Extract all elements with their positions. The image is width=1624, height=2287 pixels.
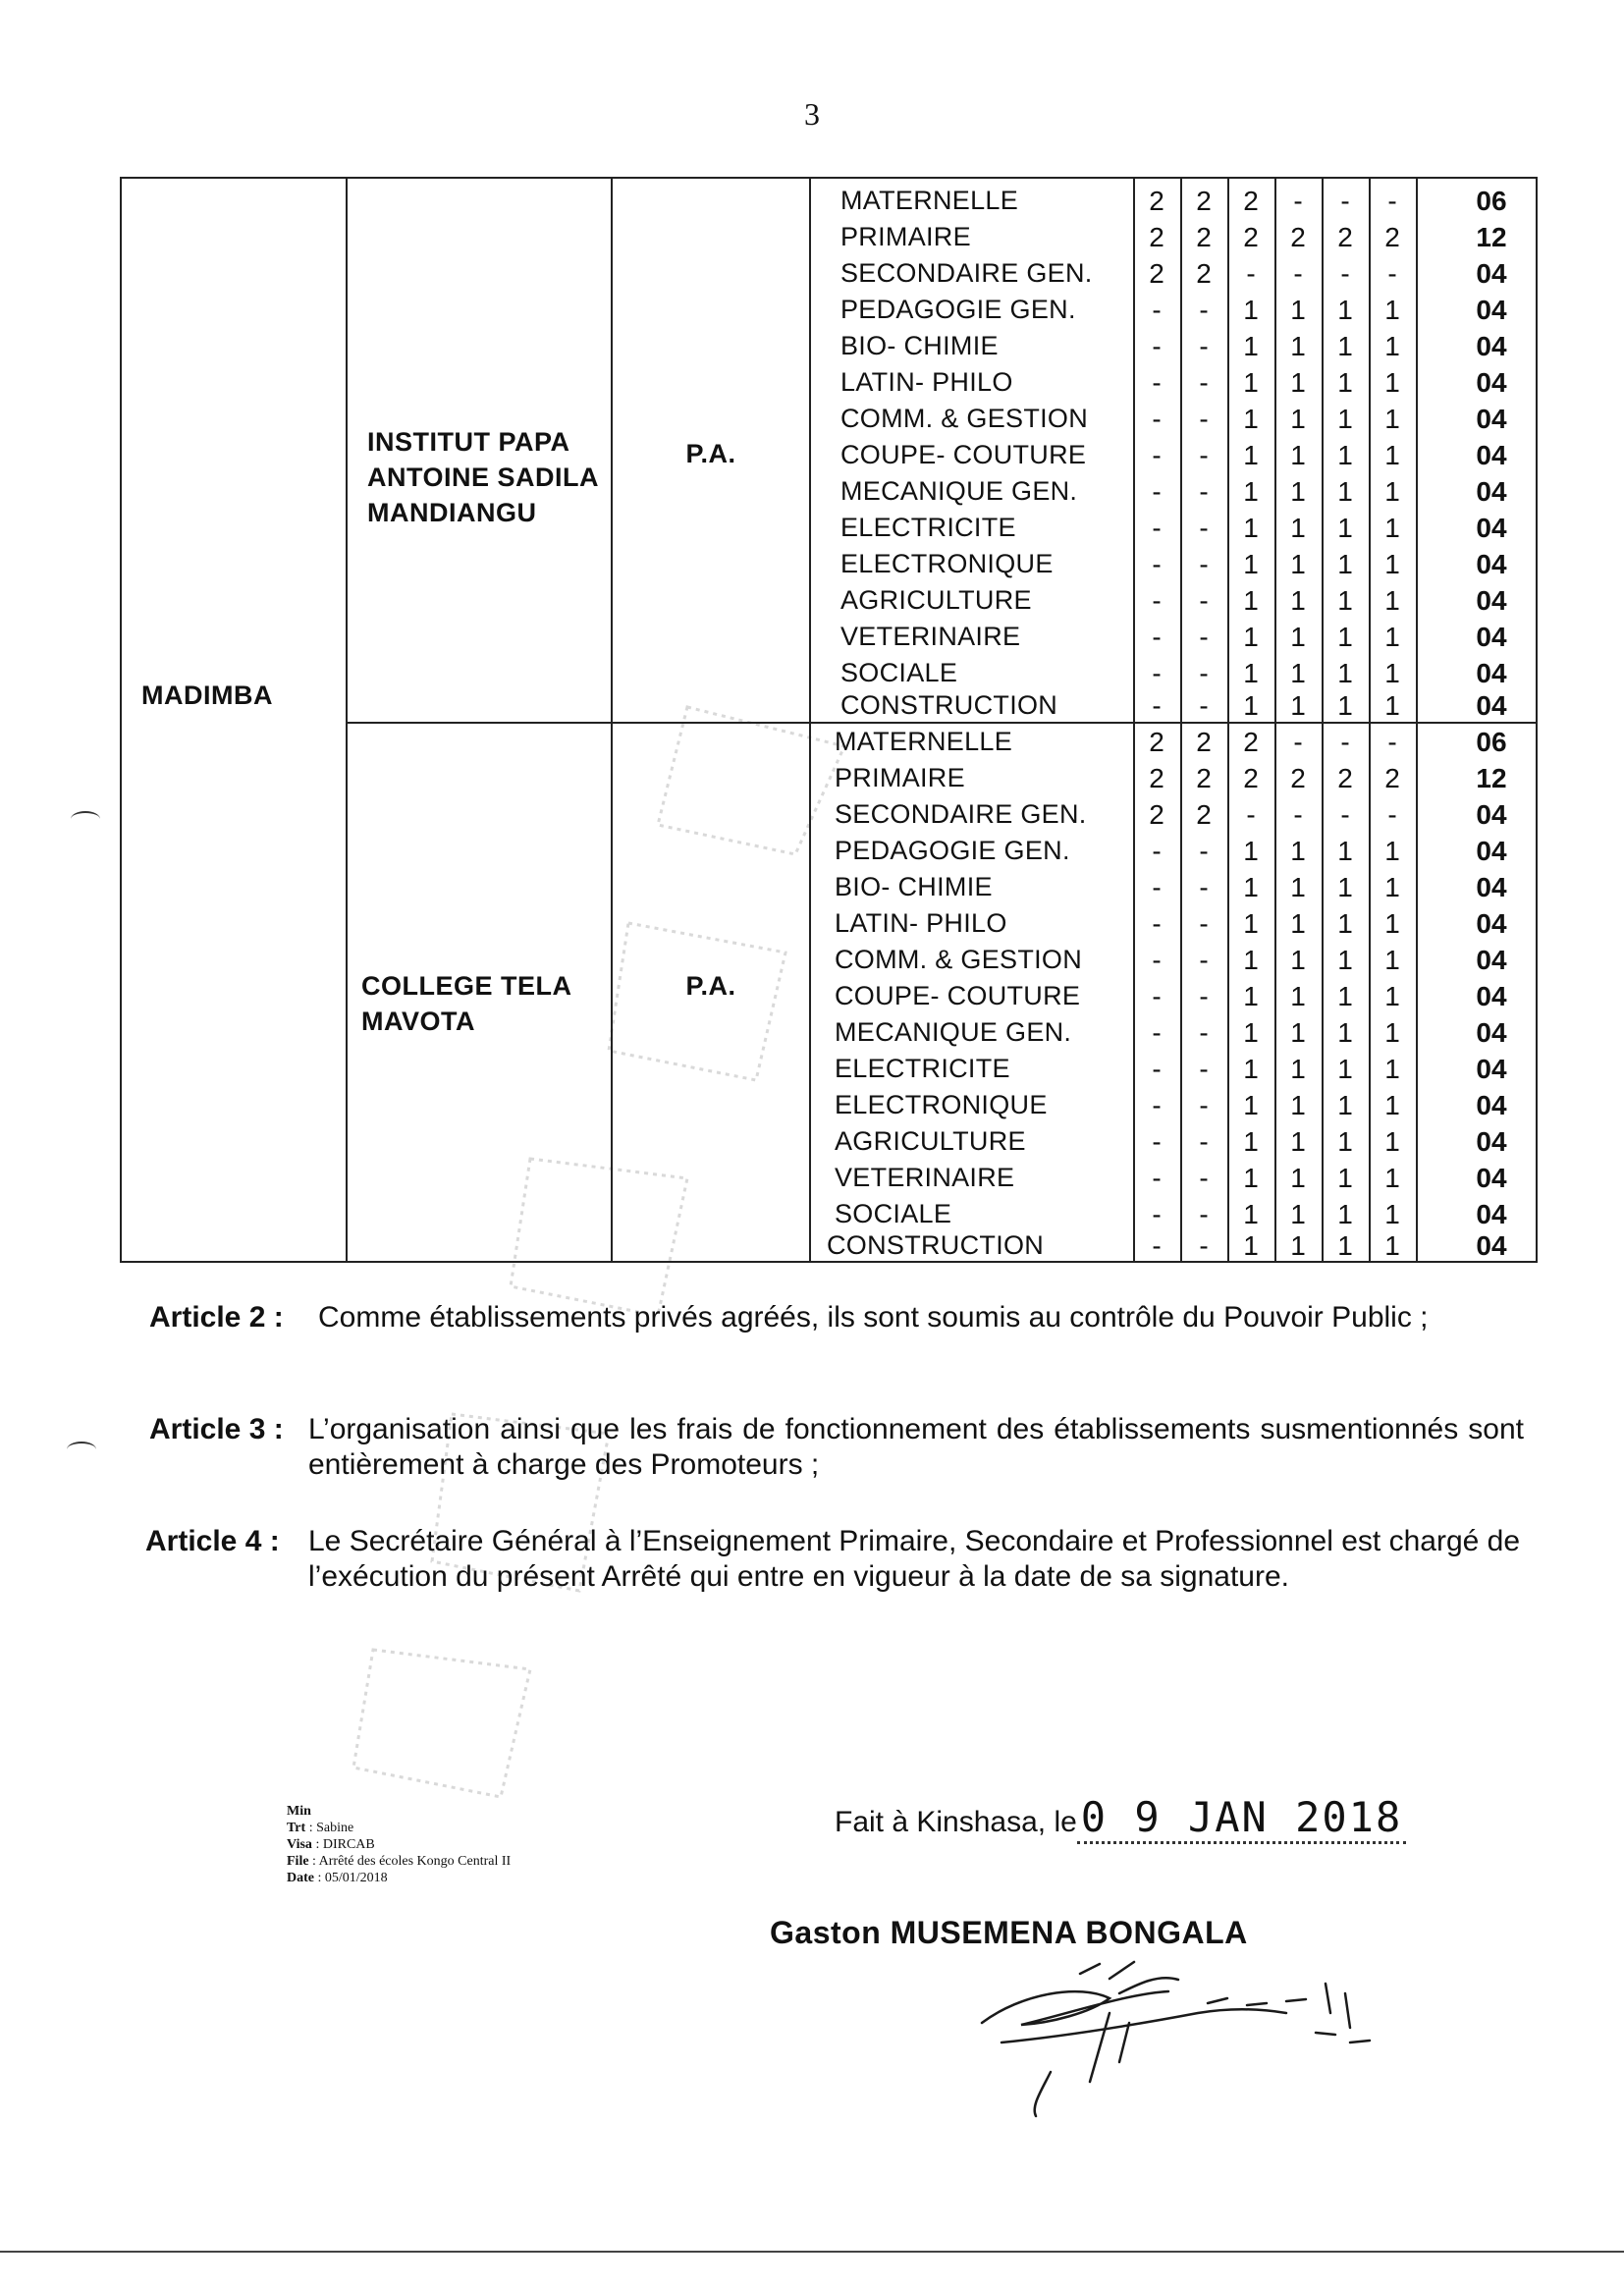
article-text: Comme établissements privés agréés, ils sont soumis au contrôle du Pouvoir Public ; bbox=[318, 1301, 1429, 1334]
page-number: 3 bbox=[804, 96, 820, 132]
margin-mark bbox=[67, 1442, 96, 1457]
table-row: PEDAGOGIE GEN. - - 1 1 1 1 04 bbox=[840, 295, 1507, 325]
table-row: LATIN- PHILO - - 1 1 1 1 04 bbox=[840, 367, 1507, 398]
table-row: MATERNELLE 2 2 2 - - - 06 bbox=[835, 727, 1507, 757]
table-row: COUPE- COUTURE - - 1 1 1 1 04 bbox=[840, 440, 1507, 470]
article-text: L’organisation ainsi que les frais de fonctionnement des établissements susmentionnés sont entièrement à charge des Promoteurs ; bbox=[308, 1413, 1524, 1481]
article-label: Article 3 : bbox=[149, 1413, 284, 1445]
signatory-name: Gaston MUSEMENA BONGALA bbox=[770, 1915, 1248, 1950]
table-row: AGRICULTURE - - 1 1 1 1 04 bbox=[840, 585, 1507, 616]
reference-block bbox=[287, 1803, 511, 1886]
schools-table bbox=[120, 177, 1538, 1263]
table-row: LATIN- PHILO - - 1 1 1 1 04 bbox=[835, 908, 1507, 939]
table-row: BIO- CHIMIE - - 1 1 1 1 04 bbox=[835, 872, 1507, 902]
article-label: Article 4 : bbox=[145, 1525, 280, 1557]
table-row: VETERINAIRE - - 1 1 1 1 04 bbox=[835, 1163, 1507, 1193]
table-row: ELECTRONIQUE - - 1 1 1 1 04 bbox=[840, 549, 1507, 579]
table-row: PRIMAIRE 2 2 2 2 2 2 12 bbox=[835, 763, 1507, 793]
table-row: PRIMAIRE 2 2 2 2 2 2 12 bbox=[840, 222, 1507, 252]
date-stamp: 0 9 JAN 2018 bbox=[1077, 1793, 1406, 1844]
table-row: COMM. & GESTION - - 1 1 1 1 04 bbox=[840, 404, 1507, 434]
table-row: SECONDAIRE GEN. 2 2 - - - - 04 bbox=[835, 799, 1507, 830]
reference-line: File : Arrêté des écoles Kongo Central II bbox=[287, 1854, 512, 1869]
reference-line: Date : 05/01/2018 bbox=[287, 1871, 388, 1885]
article-label: Article 2 : bbox=[149, 1301, 284, 1334]
table-row: ELECTRICITE - - 1 1 1 1 04 bbox=[840, 513, 1507, 543]
page-bottom-rule bbox=[0, 2251, 1624, 2253]
school-status: P.A. bbox=[685, 439, 736, 468]
reference-line: Trt : Sabine bbox=[287, 1821, 354, 1835]
table-row: VETERINAIRE - - 1 1 1 1 04 bbox=[840, 622, 1507, 652]
handwritten-signature bbox=[962, 1954, 1404, 2131]
reference-line: Min bbox=[287, 1804, 311, 1819]
place-text: Fait à Kinshasa, le bbox=[835, 1806, 1077, 1838]
table-row: CONSTRUCTION - - 1 1 1 1 04 bbox=[827, 1230, 1507, 1261]
table-row: PEDAGOGIE GEN. - - 1 1 1 1 04 bbox=[835, 836, 1507, 866]
school-status: P.A. bbox=[685, 971, 736, 1001]
article-text: Le Secrétaire Général à l’Enseignement Primaire, Secondaire et Professionnel est chargé de l’exécution du présent Arrêté qui entre en vigueur à la date de sa signature. bbox=[308, 1525, 1521, 1593]
place-and-date bbox=[835, 1793, 1406, 1841]
table-row: SECONDAIRE GEN. 2 2 - - - - 04 bbox=[840, 258, 1507, 289]
table-row: CONSTRUCTION - - 1 1 1 1 04 bbox=[840, 690, 1507, 721]
table-row: SOCIALE - - 1 1 1 1 04 bbox=[840, 658, 1507, 688]
school-name: INSTITUT PAPA ANTOINE SADILA MANDIANGU bbox=[367, 427, 600, 527]
reference-line: Visa : DIRCAB bbox=[287, 1837, 375, 1852]
school-name: COLLEGE TELA MAVOTA bbox=[361, 971, 572, 1036]
table-row: COUPE- COUTURE - - 1 1 1 1 04 bbox=[835, 981, 1507, 1011]
table-row: ELECTRONIQUE - - 1 1 1 1 04 bbox=[835, 1090, 1507, 1120]
table-row: COMM. & GESTION - - 1 1 1 1 04 bbox=[835, 945, 1507, 975]
table-row: MATERNELLE 2 2 2 - - - 06 bbox=[840, 186, 1507, 216]
table-row: AGRICULTURE - - 1 1 1 1 04 bbox=[835, 1126, 1507, 1157]
table-row: ELECTRICITE - - 1 1 1 1 04 bbox=[835, 1054, 1507, 1084]
locality-name: MADIMBA bbox=[141, 681, 273, 710]
table-row: BIO- CHIMIE - - 1 1 1 1 04 bbox=[840, 331, 1507, 361]
table-row: MECANIQUE GEN. - - 1 1 1 1 04 bbox=[840, 476, 1507, 507]
table-row: SOCIALE - - 1 1 1 1 04 bbox=[835, 1199, 1507, 1229]
margin-mark bbox=[71, 811, 100, 827]
table-row: MECANIQUE GEN. - - 1 1 1 1 04 bbox=[835, 1017, 1507, 1048]
